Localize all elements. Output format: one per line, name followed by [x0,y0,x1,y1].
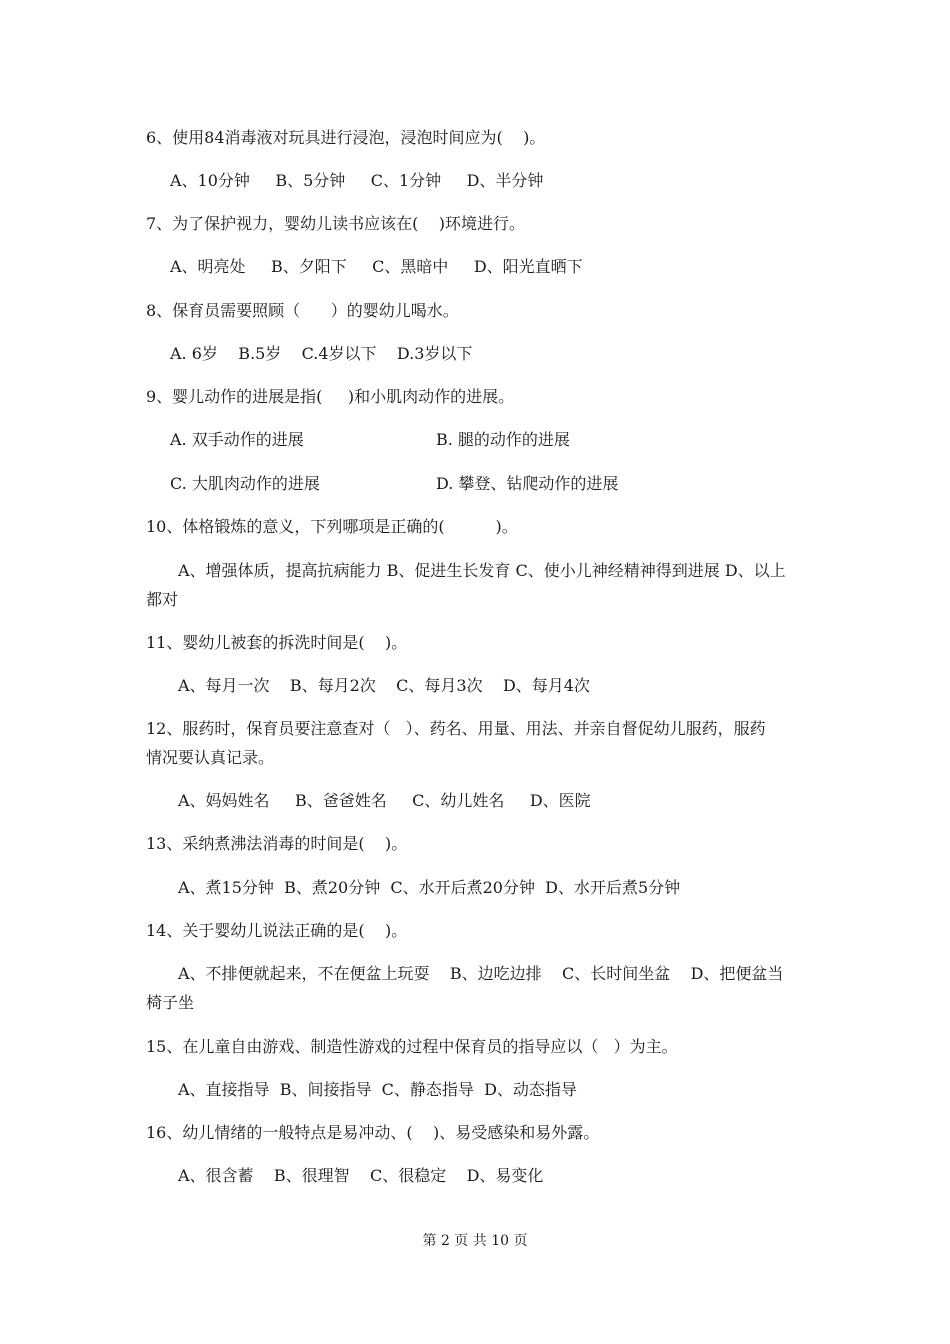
question-12-options: A、妈妈姓名 B、爸爸姓名 C、幼儿姓名 D、医院 [178,791,591,810]
question-13-options: A、煮15分钟 B、煮20分钟 C、水开后煮20分钟 D、水开后煮5分钟 [178,878,681,897]
question-15-options: A、直接指导 B、间接指导 C、静态指导 D、动态指导 [178,1080,577,1099]
question-13-stem: 13、采纳煮沸法消毒的时间是( )。 [146,834,408,853]
question-14-options-continued: 椅子坐 [146,993,195,1012]
question-16-options: A、很含蓄 B、很理智 C、很稳定 D、易变化 [178,1166,544,1185]
question-14-options: A、不排便就起来，不在便盆上玩耍 B、边吃边排 C、长时间坐盆 D、把便盆当 [178,964,784,983]
question-15-stem: 15、在儿童自由游戏、制造性游戏的过程中保育员的指导应以（ ）为主。 [146,1037,678,1056]
question-9-option-d: D. 攀登、钻爬动作的进展 [436,474,619,493]
question-8-stem: 8、保育员需要照顾（ ）的婴幼儿喝水。 [146,301,459,320]
question-6-options: A、10分钟 B、5分钟 C、1分钟 D、半分钟 [170,171,544,190]
question-12-stem: 12、服药时，保育员要注意查对（ ）、药名、用量、用法、并亲自督促幼儿服药，服药 [146,719,766,738]
question-9-option-b: B. 腿的动作的进展 [436,430,570,449]
question-11-options: A、每月一次 B、每月2次 C、每月3次 D、每月4次 [178,676,590,695]
question-16-stem: 16、幼儿情绪的一般特点是易冲动、( )、易受感染和易外露。 [146,1123,600,1142]
question-11-stem: 11、婴幼儿被套的拆洗时间是( )。 [146,633,408,652]
question-10-options-continued: 都对 [146,590,179,609]
question-9-option-a: A. 双手动作的进展 [170,430,304,449]
question-14-stem: 14、关于婴幼儿说法正确的是( )。 [146,921,408,940]
question-6-stem: 6、使用84消毒液对玩具进行浸泡，浸泡时间应为( )。 [146,128,546,147]
question-9-option-c: C. 大肌肉动作的进展 [170,474,320,493]
page-footer: 第 2 页 共 10 页 [422,1233,528,1249]
question-9-stem: 9、婴儿动作的进展是指( )和小肌肉动作的进展。 [146,387,515,406]
question-7-options: A、明亮处 B、夕阳下 C、黑暗中 D、阳光直晒下 [170,257,583,276]
question-8-options: A. 6岁 B.5岁 C.4岁以下 D.3岁以下 [170,344,473,363]
question-10-options: A、增强体质，提高抗病能力 B、促进生长发育 C、使小儿神经精神得到进展 D、以上 [178,561,786,580]
question-12-stem-continued: 情况要认真记录。 [146,748,275,767]
question-10-stem: 10、体格锻炼的意义，下列哪项是正确的( )。 [146,517,518,536]
question-7-stem: 7、为了保护视力，婴幼儿读书应该在( )环境进行。 [146,214,526,233]
